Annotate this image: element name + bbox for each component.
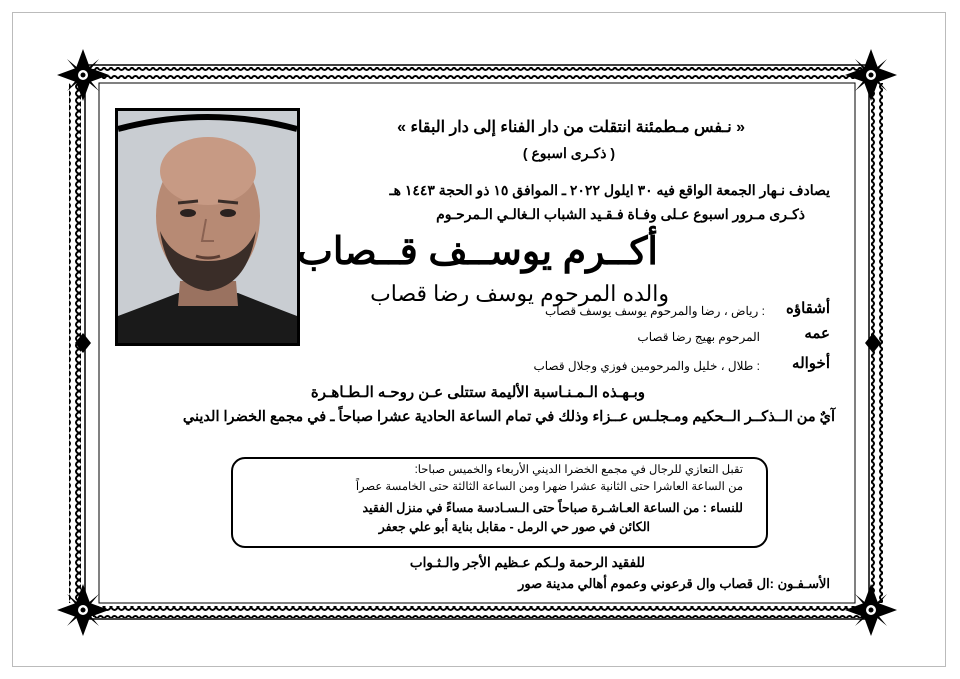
siblings-value: : رياض ، رضا والمرحوم يوسف يوسف قصاب bbox=[544, 304, 765, 318]
quote-line: « نـفس مـطمئنة انتقلت من دار الفناء إلى دار البقاء » bbox=[397, 119, 745, 136]
father-line: والده المرحوم يوسف رضا قصاب bbox=[370, 281, 669, 306]
deceased-name: أكــرم يوســف قــصاب bbox=[297, 231, 658, 273]
siblings-label: أشقاؤه bbox=[786, 300, 830, 317]
announcement-line-1: وبـهـذه الـمـنـاسبة الأليمة ستتلى عـن روحـه الـطـاهـرة bbox=[310, 384, 645, 401]
intro-line: ذكـرى مـرور اسبوع عـلى وفـاة فـقـيد الشباب الـغالـي الـمرحـوم bbox=[436, 206, 805, 222]
mourners-line: الأسـفـون :ال قصاب وال قرعوني وعموم أهالي مدينة صور bbox=[518, 576, 830, 591]
deceased-photo bbox=[115, 108, 300, 346]
men-line-1: تقبل التعازي للرجال في مجمع الخضرا الديني الأربعاء والخميس صباحا: bbox=[414, 464, 743, 476]
women-line-2: الكائن في صور حي الرمل - مقابل بناية أبو علي جعفر bbox=[378, 520, 650, 534]
date-line: يصادف نـهار الجمعة الواقع فيه ٣٠ ايلول ٢٠٢٢ ـ الموافق ١٥ ذو الحجة ١٤٤٣ هـ bbox=[389, 182, 830, 198]
maternal-uncles-label: أخواله bbox=[792, 355, 830, 372]
occasion-line: ( ذكـرى اسبوع ) bbox=[522, 145, 615, 161]
obituary-card bbox=[12, 12, 946, 667]
men-line-2: من الساعة العاشرا حتى الثانية عشرا ضهرا ومن الساعة الثالثة حتى الخامسة عصراً bbox=[355, 481, 743, 493]
uncle-value: المرحوم بهيج رضا قصاب bbox=[637, 330, 760, 344]
women-line-1: للنساء : من الساعة العـاشـرة صباحاً حتى الـسـادسة مساءً في منزل الفقيد bbox=[362, 501, 743, 515]
announcement-line-2: آيٌ من الــذكــر الــحكيم ومـجلـس عــزاء وذلك في تمام الساعة الحادية عشرا صباحاً ـ في مجمع الخضرا الديني bbox=[182, 409, 835, 425]
maternal-uncles-value: : طلال ، خليل والمرحومين فوزي وجلال قصاب bbox=[533, 359, 760, 373]
uncle-label: عمه bbox=[804, 325, 830, 342]
blessing-line: للفقيد الرحمة ولـكم عـظيم الأجر والـثـواب bbox=[409, 555, 645, 570]
